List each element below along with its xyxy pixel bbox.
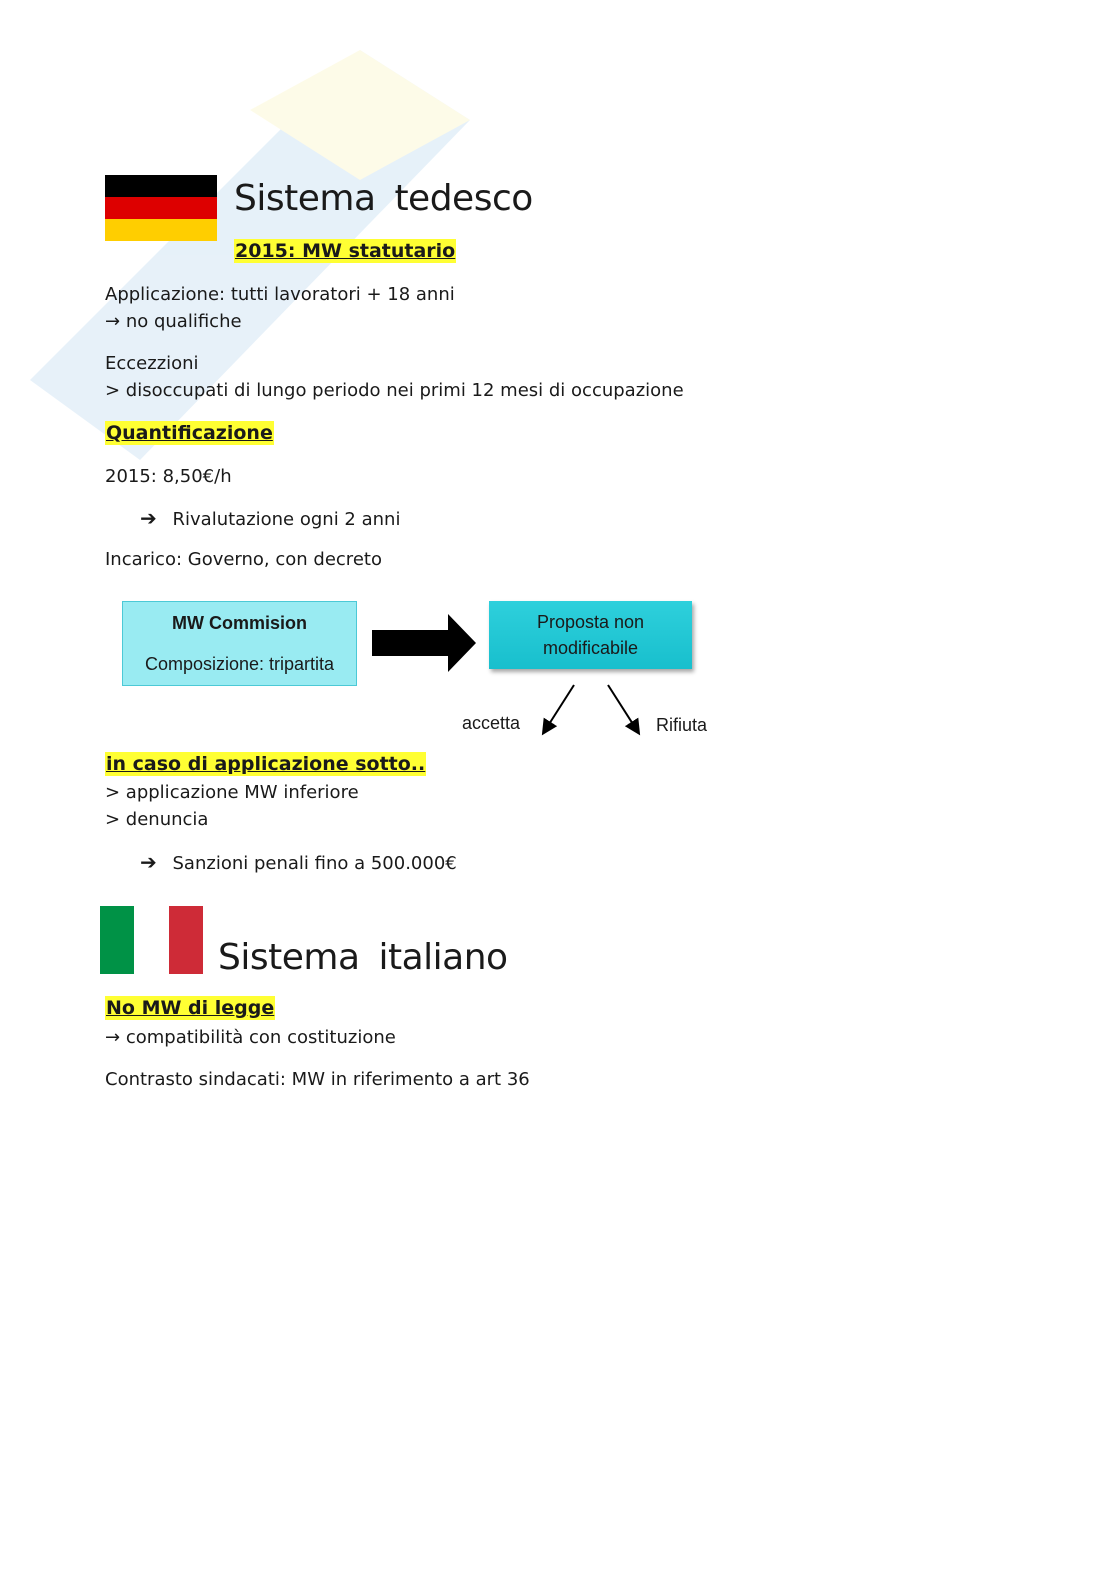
- german-system-title: Sistema tedesco: [234, 178, 533, 219]
- exceptions-label: Eccezzioni: [105, 353, 199, 374]
- german-flag: [105, 175, 217, 241]
- italian-flag: [100, 906, 203, 974]
- right-arrow-icon: →: [105, 311, 121, 332]
- commission-composition: Composizione: tripartita: [144, 654, 335, 674]
- penalty-line: ➔ Sanzioni penali fino a 500.000€: [140, 850, 457, 874]
- heading-quantification: Quantificazione: [106, 422, 273, 444]
- right-arrow-icon: →: [105, 1027, 121, 1048]
- reject-label: Rifiuta: [656, 715, 708, 735]
- accept-label: accetta: [462, 713, 521, 733]
- italian-system-title: Sistema italiano: [218, 937, 508, 978]
- exceptions-item: > disoccupati di lungo periodo nei primi 12 mesi di occupazione: [105, 380, 684, 401]
- lower-item-2: > denuncia: [105, 809, 209, 830]
- lower-item-1: > applicazione MW inferiore: [105, 782, 359, 803]
- unions-line: Contrasto sindacati: MW in riferimento a art 36: [105, 1069, 530, 1090]
- commission-title: MW Commision: [172, 613, 307, 633]
- heading-no-mw-law: No MW di legge: [106, 997, 275, 1019]
- application-sub-line: → no qualifiche: [105, 311, 242, 332]
- bold-arrow-icon: ➔: [140, 850, 157, 874]
- compatibility-line: → compatibilità con costituzione: [105, 1027, 396, 1048]
- heading-lower-application: in caso di applicazione sotto..: [106, 753, 426, 775]
- heading-statutory-mw: 2015: MW statutario: [235, 240, 456, 262]
- branch-arrows-icon: [535, 680, 645, 742]
- revaluation-line: ➔ Rivalutazione ogni 2 anni: [140, 506, 401, 530]
- rate-line: 2015: 8,50€/h: [105, 466, 232, 487]
- application-line: Applicazione: tutti lavoratori + 18 anni: [105, 284, 455, 305]
- assignment-line: Incarico: Governo, con decreto: [105, 549, 382, 570]
- bold-arrow-icon: ➔: [140, 506, 157, 530]
- big-right-arrow-icon: [370, 612, 478, 674]
- proposal-box: Proposta non modificabile: [489, 601, 692, 669]
- mw-commission-box: [122, 601, 357, 686]
